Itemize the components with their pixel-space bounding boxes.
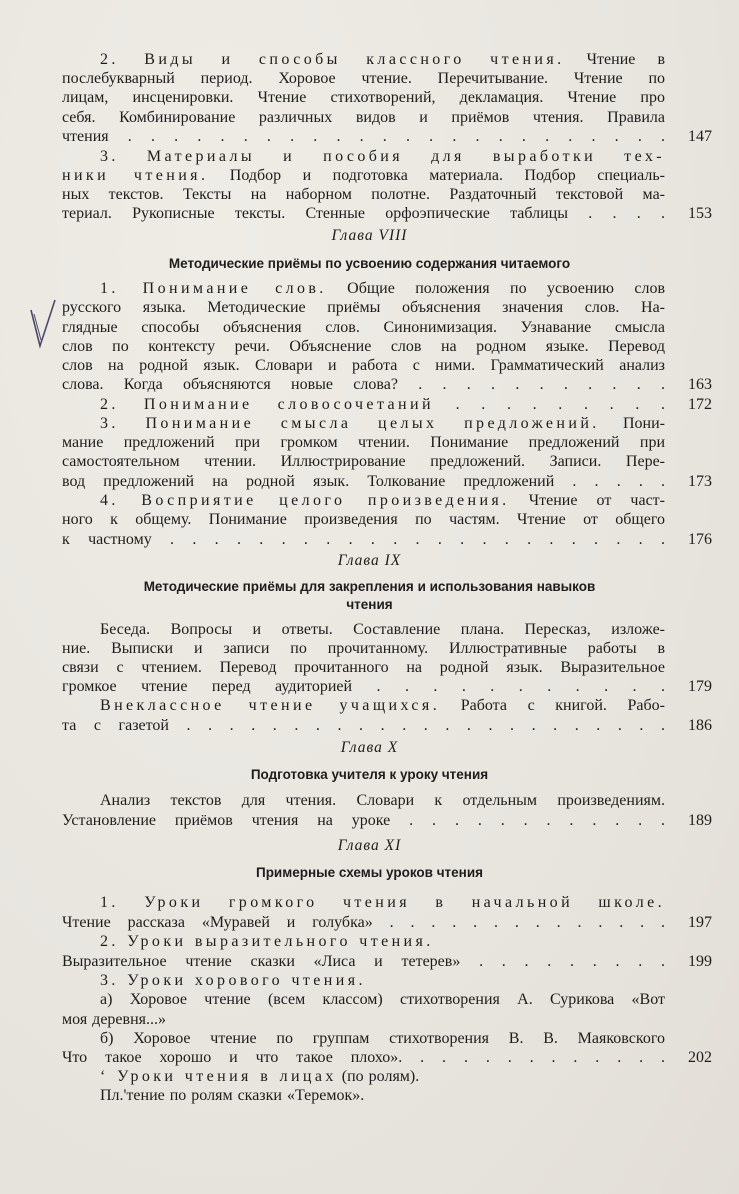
chapter-title: Подготовка учителя к уроку чтения: [250, 767, 489, 782]
toc-line: [62, 658, 665, 678]
toc-line-text: Общие положения по усвоению слов: [326, 280, 665, 297]
toc-line-text: (по ролям).: [336, 1068, 420, 1085]
toc-line-text: териал. Рукописные тексты. Стенные орфоэпические таблицы . . . .: [62, 205, 665, 222]
spaced-section-title: 3. Материалы и пособия для выработки тех-: [100, 148, 665, 165]
toc-line: [100, 1086, 665, 1106]
toc-line: [100, 1067, 665, 1087]
chapter-title: Методические приёмы для закрепления и использования навыков: [143, 579, 596, 594]
toc-line-text: Анализ текстов для чтения. Словари к отдельным произведениям.: [100, 792, 665, 809]
toc-line-text: мание предложений при громком чтении. Понимание предложений при: [62, 434, 665, 451]
toc-line: [100, 620, 665, 640]
spaced-section-title: 2. Понимание словосочетаний: [100, 396, 434, 413]
toc-line: [62, 337, 665, 357]
spaced-section-title: 1. Понимание слов.: [100, 280, 327, 297]
toc-line-text: Чтение в: [564, 51, 665, 68]
toc-line: [62, 108, 665, 128]
chapter-title: Примерные схемы уроков чтения: [255, 865, 483, 880]
toc-line-text: к частному . . . . . . . . . . . . . . . . . . . . . . .: [62, 531, 665, 548]
toc-line: [62, 530, 665, 550]
toc-line: [62, 677, 665, 697]
toc-line: [100, 279, 665, 299]
toc-line-text: глядные способы объяснения слов. Синонимизация. Узнавание смысла: [62, 319, 665, 336]
toc-line-text: связи с чтением. Перевод прочитанного на родной язык. Выразительное: [62, 659, 665, 676]
toc-line-text: Подбор и подготовка материала. Подбор специаль-: [208, 167, 665, 184]
toc-line-text: та с газетой . . . . . . . . . . . . . . . . . . . . . . .: [62, 717, 665, 734]
page-number: 172: [688, 396, 712, 413]
chapter-title: чтения: [346, 597, 393, 612]
toc-line: [100, 491, 665, 511]
toc-line: [62, 433, 665, 453]
toc-line: [100, 395, 665, 415]
toc-line: [62, 69, 665, 89]
toc-line: [62, 913, 665, 933]
spaced-section-title: 3. Уроки хорового чтения.: [100, 972, 366, 989]
spaced-section-title: 2. Уроки выразительного чтения.: [100, 933, 434, 950]
page-number: 199: [688, 953, 712, 970]
page-number: 163: [688, 376, 712, 393]
toc-line-text: послебукварный период. Хоровое чтение. Перечитывание. Чтение по: [62, 70, 665, 87]
toc-line: [62, 1010, 665, 1030]
spaced-section-title: Внеклассное чтение учащихся.: [100, 697, 441, 714]
toc-line-text: Беседа. Вопросы и ответы. Составление плана. Пересказ, изложе-: [100, 621, 665, 638]
toc-line-text: Пони-: [599, 415, 665, 432]
chapter-heading: Глава IX: [337, 552, 402, 569]
toc-line-text: Выразительное чтение сказки «Лиса и тетерев» . . . . . . . . .: [62, 953, 665, 970]
toc-line-text: Чтение рассказа «Муравей и голубка» . . . . . . . . . . . . . .: [62, 914, 665, 931]
toc-line: [62, 88, 665, 108]
chapter-heading: Глава XI: [337, 837, 402, 854]
toc-line-text: слов на родной язык. Словари и работа с ними. Грамматический анализ: [62, 357, 665, 374]
toc-line-text: себя. Комбинирование различных видов и приёмов чтения. Правила: [62, 109, 665, 126]
toc-line-text: б) Хоровое чтение по группам стихотворения В. В. Маяковского: [100, 1030, 665, 1047]
toc-line: [62, 127, 665, 147]
toc-line-text: а) Хоровое чтение (всем классом) стихотворения А. Сурикова «Вот: [100, 991, 665, 1008]
toc-line: [62, 375, 665, 395]
toc-line: [62, 452, 665, 472]
toc-line-text: ных текстов. Тексты на наборном полотне. Раздаточный текстовой ма-: [62, 186, 665, 203]
toc-line-text: Установление приёмов чтения на уроке . . . . . . . . . . . .: [62, 812, 665, 829]
toc-line: [62, 356, 665, 376]
toc-line-text: чтения . . . . . . . . . . . . . . . . . . . . . . . .: [62, 128, 665, 145]
toc-line: [62, 204, 665, 224]
toc-line-text: русского языка. Методические приёмы объяснения значения слов. На-: [62, 299, 665, 316]
spaced-section-title: ники чтения.: [62, 167, 209, 184]
chapter-heading: Глава X: [340, 739, 399, 756]
toc-line-text: слов по контексту речи. Объяснение слов на родном языке. Перевод: [62, 338, 665, 355]
toc-line: [62, 472, 665, 492]
spaced-section-title: 4. Восприятие целого произведения.: [100, 492, 510, 509]
toc-line: [62, 166, 665, 186]
toc-line: [100, 696, 665, 716]
spaced-section-title: 1. Уроки громкого чтения в начальной школе.: [100, 894, 665, 911]
spaced-section-title: 3. Понимание смысла целых предложений.: [100, 415, 600, 432]
page-number: 189: [688, 812, 712, 829]
page-number: 197: [688, 914, 712, 931]
toc-line-text: Что такое хорошо и что такое плохо». . . . . . . . . . . . .: [62, 1049, 665, 1066]
toc-line: [62, 318, 665, 338]
toc-line-text: ние. Выписки и записи по прочитанному. Иллюстративные работы в: [62, 640, 665, 657]
toc-line: [100, 932, 665, 952]
page-number: 153: [688, 205, 712, 222]
toc-line: [62, 716, 665, 736]
toc-line: [62, 639, 665, 659]
toc-line: [62, 952, 665, 972]
chapter-heading: Глава VIII: [331, 227, 408, 244]
toc-line: [100, 791, 665, 811]
toc-line: [100, 893, 665, 913]
toc-line-text: слова. Когда объясняются новые слова? . . . . . . . . . . .: [62, 376, 665, 393]
page-number: 147: [688, 128, 712, 145]
toc-line-text: . . . . . . . . .: [433, 396, 665, 413]
toc-line: [100, 971, 665, 991]
toc-line: [62, 811, 665, 831]
spaced-section-title: 2. Виды и способы классного чтения.: [100, 51, 565, 68]
toc-line: [100, 990, 665, 1010]
toc-line-text: вод предложений на родной язык. Толкование предложений . . . . .: [62, 473, 665, 490]
toc-line-text: Чтение от част-: [509, 492, 665, 509]
toc-line: [100, 50, 665, 70]
toc-line: [62, 185, 665, 205]
toc-line-text: самостоятельном чтении. Иллюстрирование предложений. Записи. Пере-: [62, 453, 665, 470]
page-number: 202: [688, 1049, 712, 1066]
page-number: 179: [688, 678, 712, 695]
chapter-title: Методические приёмы по усвоению содержания читаемого: [168, 256, 571, 271]
toc-line-text: Работа с книгой. Рабо-: [440, 697, 665, 714]
toc-line: [100, 1029, 665, 1049]
page-number: 173: [688, 473, 712, 490]
toc-line: [100, 147, 665, 167]
spaced-section-title: ‘ Уроки чтения в лицах: [100, 1068, 337, 1085]
toc-line: [62, 1048, 665, 1068]
toc-line-text: громкое чтение перед аудиторией . . . . . . . . . . .: [62, 678, 665, 695]
handwritten-check-icon: [28, 296, 58, 356]
toc-line-text: ного к общему. Понимание произведения по частям. Чтение от общего: [62, 511, 665, 528]
toc-line-text: лицам, инсценировки. Чтение стихотворений, декламация. Чтение про: [62, 89, 665, 106]
toc-line-text: моя деревня...»: [62, 1011, 166, 1028]
page-number: 186: [688, 717, 712, 734]
toc-line: [100, 414, 665, 434]
toc-line-text: Пл.'тение по ролям сказки «Теремок».: [100, 1087, 365, 1104]
page-number: 176: [688, 531, 712, 548]
toc-line: [62, 298, 665, 318]
toc-line: [62, 510, 665, 530]
